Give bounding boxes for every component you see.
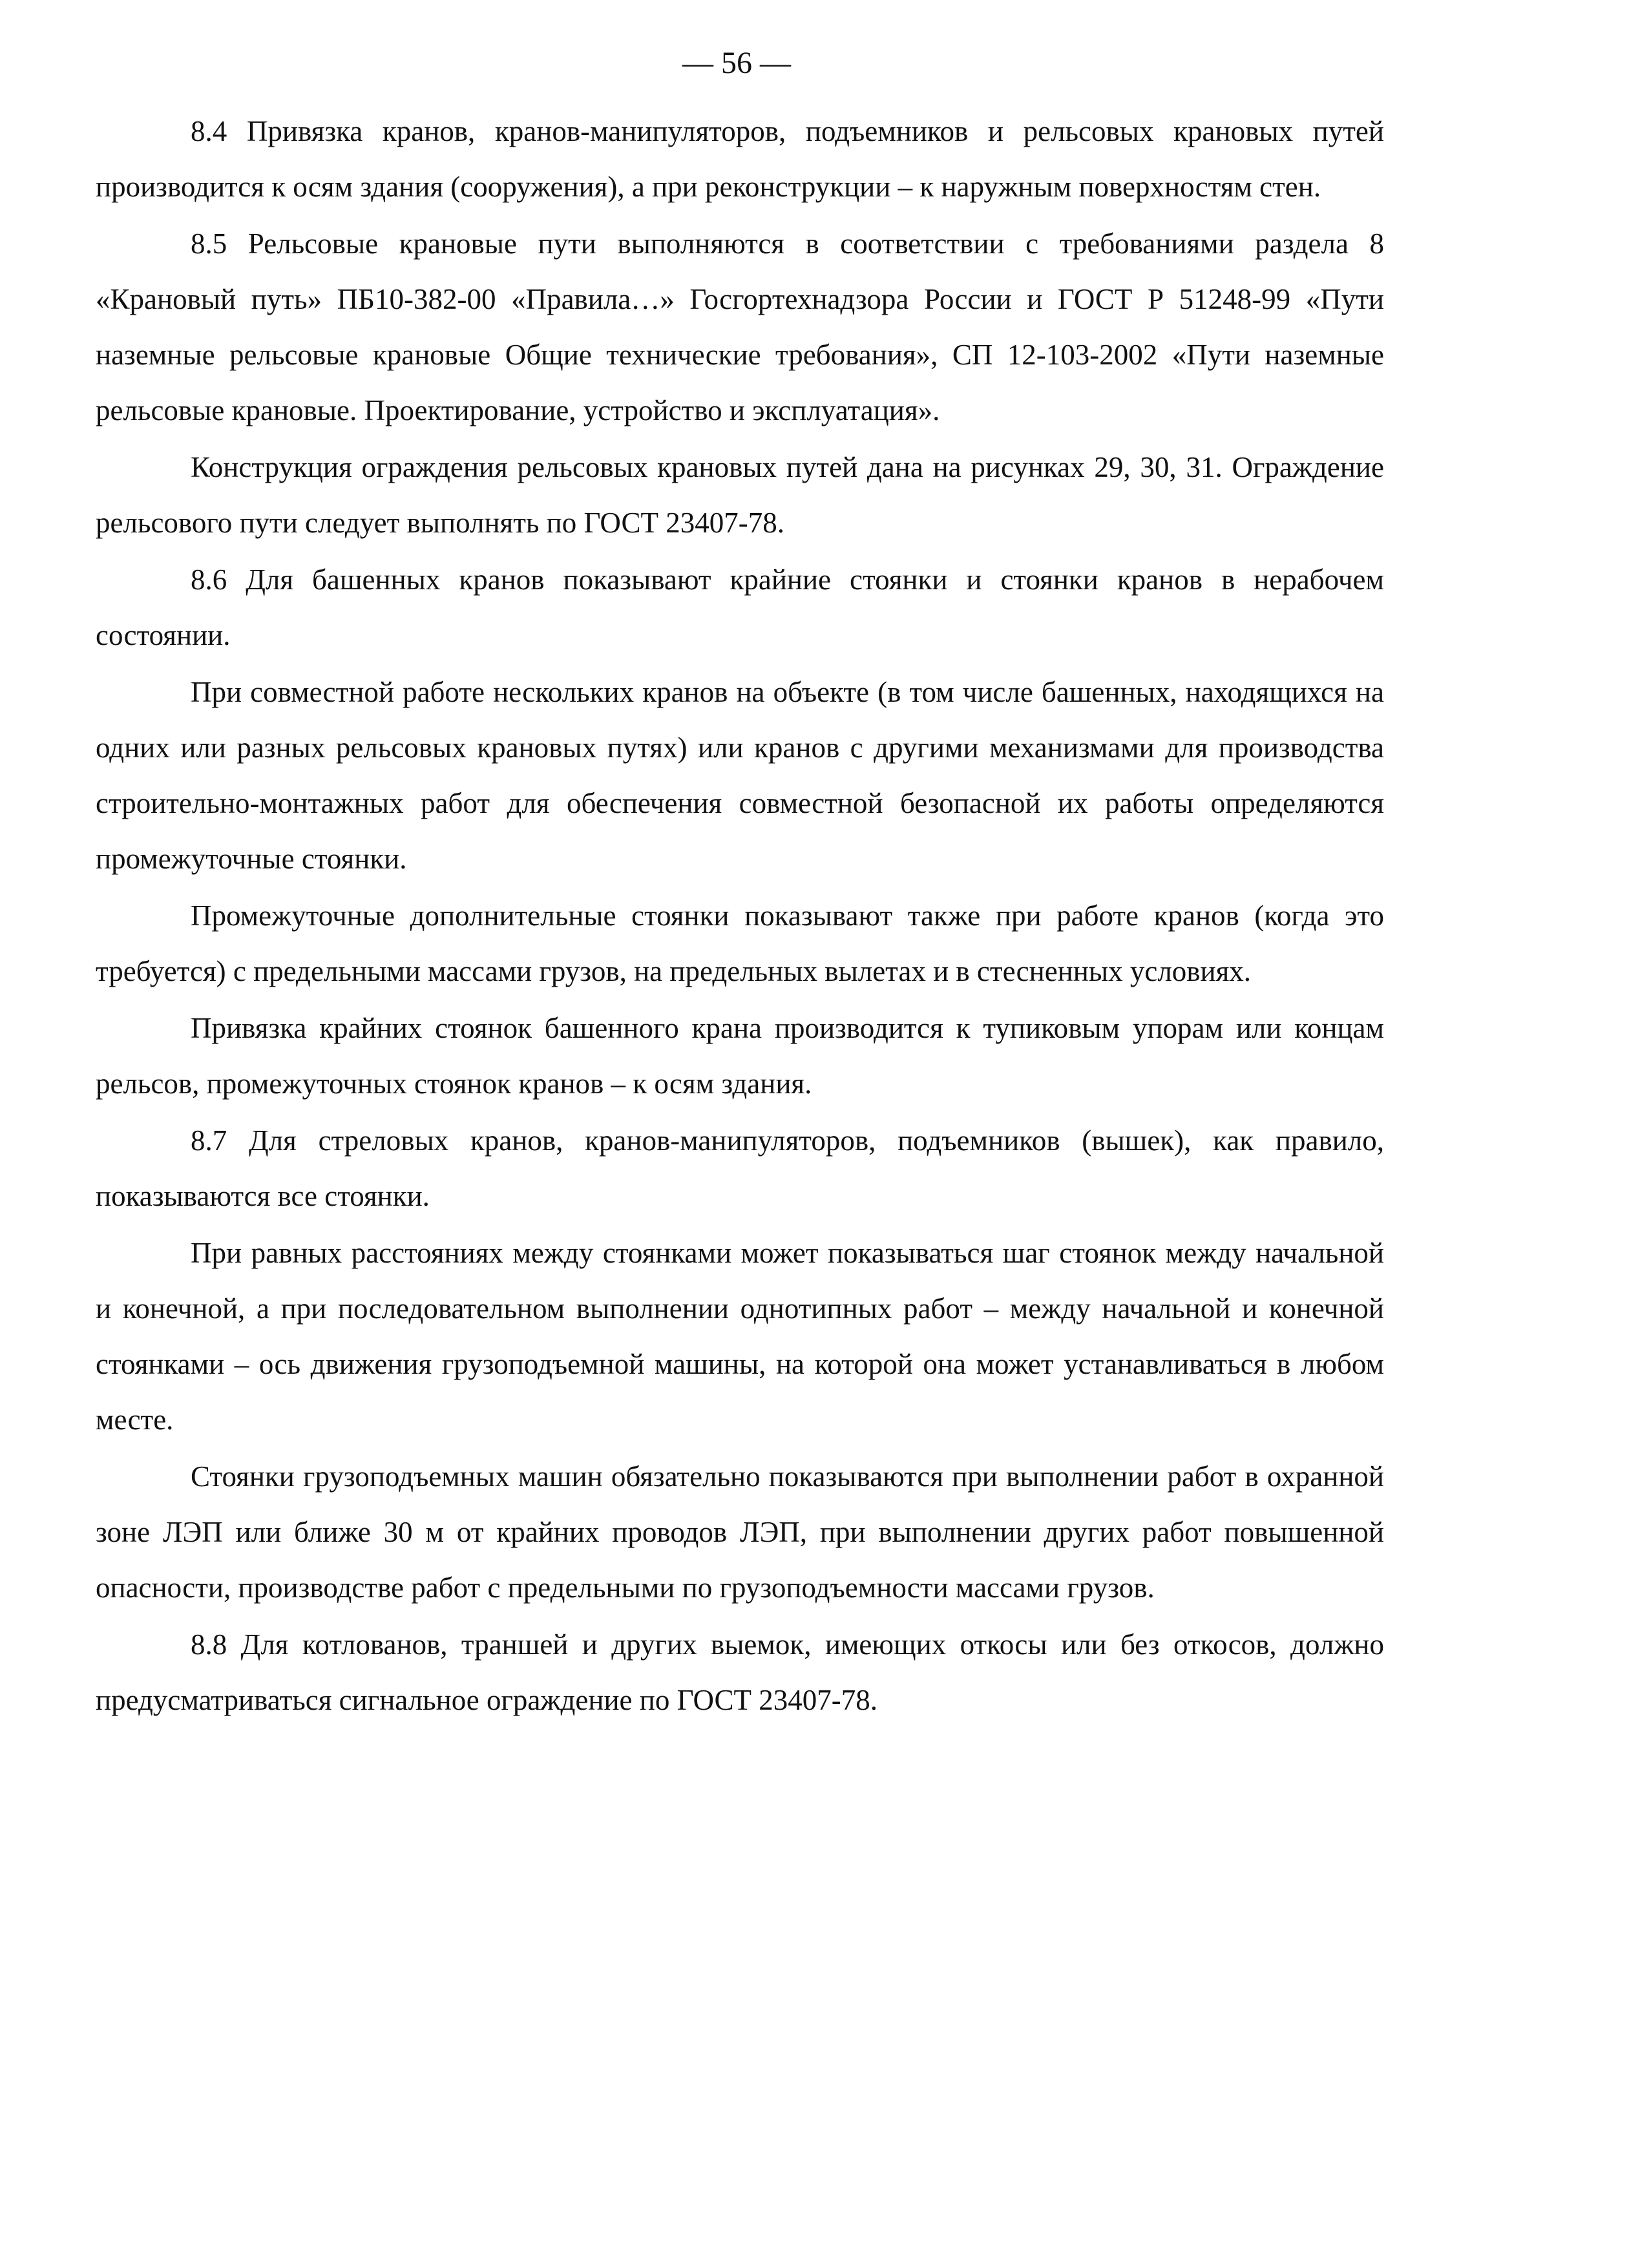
paragraph-tower-crane-binding: Привязка крайних стоянок башенного крана производится к тупиковым упорам или концам рельсов, промежуточных стоянок кранов – к осям здания.	[96, 1012, 1384, 1100]
paragraph-8-7: 8.7 Для стреловых кранов, кранов-манипуляторов, подъемников (вышек), как правило, показываются все стоянки.	[96, 1124, 1384, 1212]
paragraph-joint-operation: При совместной работе нескольких кранов на объекте (в том числе башенных, находящихся на одних или разных рельсовых крановых путях) или кранов с другими механизмами для производства строительно-монтажных работ для обеспечения совместной безопасной их работы определяются промежуточные стоянки.	[96, 676, 1384, 875]
paragraph-intermediate-stops: Промежуточные дополнительные стоянки показывают также при работе кранов (когда это требуется) с предельными массами грузов, на предельных вылетах и в стесненных условиях.	[96, 899, 1384, 987]
paragraph-fencing-construction: Конструкция ограждения рельсовых крановых путей дана на рисунках 29, 30, 31. Ограждение рельсового пути следует выполнять по ГОСТ 23407-78.	[96, 451, 1384, 539]
paragraph-8-8: 8.8 Для котлованов, траншей и других выемок, имеющих откосы или без откосов, должно предусматриваться сигнальное ограждение по ГОСТ 23407-78.	[96, 1628, 1384, 1716]
document-body	[96, 103, 1384, 1729]
paragraph-equal-distances: При равных расстояниях между стоянками может показываться шаг стоянок между начальной и конечной, а при последовательном выполнении однотипных работ – между начальной и конечной стоянками – ось движения грузоподъемной машины, на которой она может устанавливаться в любом месте.	[96, 1237, 1384, 1436]
page-number: — 56 —	[682, 46, 791, 80]
paragraph-8-4: 8.4 Привязка кранов, кранов-манипуляторов, подъемников и рельсовых крановых путей производится к осям здания (сооружения), а при реконструкции – к наружным поверхностям стен.	[96, 115, 1384, 203]
paragraph-power-line-zone: Стоянки грузоподъемных машин обязательно показываются при выполнении работ в охранной зоне ЛЭП или ближе 30 м от крайних проводов ЛЭП, при выполнении других работ повышенной опасности, производстве работ с предельными по грузоподъемности массами грузов.	[96, 1460, 1384, 1604]
paragraph-8-5: 8.5 Рельсовые крановые пути выполняются в соответствии с требованиями раздела 8 «Крановый путь» ПБ10-382-00 «Правила…» Госгортехнадзора России и ГОСТ Р 51248-99 «Пути наземные рельсовые крановые Общие технические требования», СП 12-103-2002 «Пути наземные рельсовые крановые. Проектирование, устройство и эксплуатация».	[96, 227, 1384, 426]
paragraph-8-6: 8.6 Для башенных кранов показывают крайние стоянки и стоянки кранов в нерабочем состоянии.	[96, 563, 1384, 651]
